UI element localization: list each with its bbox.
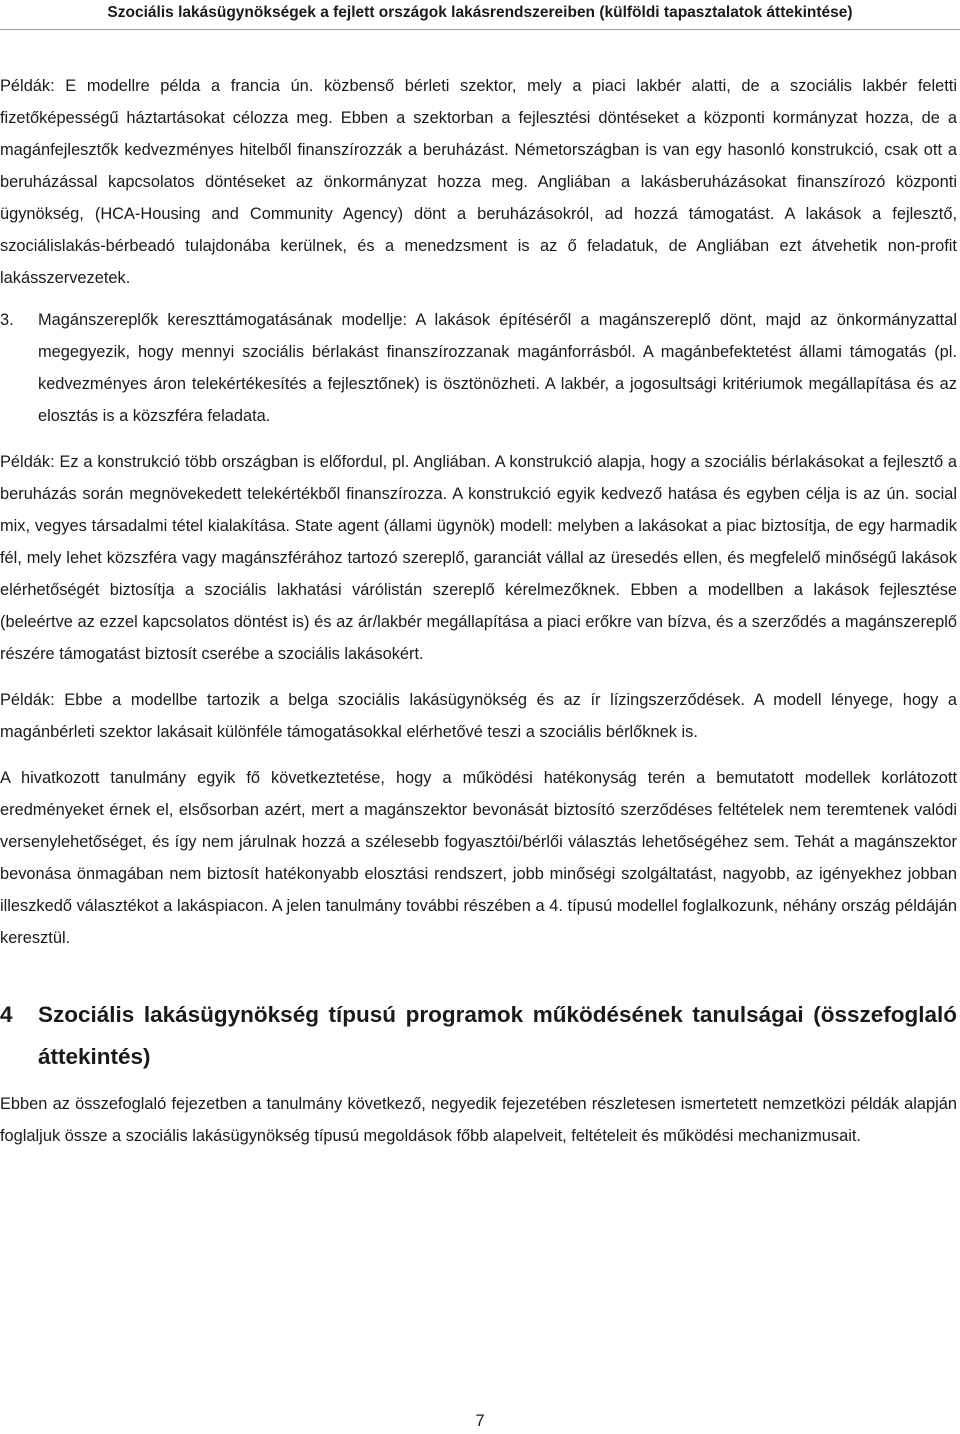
page-number: 7 <box>475 1412 485 1430</box>
list-item-model-3 <box>0 304 957 432</box>
paragraph-section-intro: Ebben az összefoglaló fejezetben a tanulmány következő, negyedik fejezetében részletesen ismertetett nemzetközi példák alapján foglaljuk össze a szociális lakásügynökség típusú megoldások főbb alapelveit, feltételeit és működési mechanizmusait. <box>0 1095 957 1145</box>
section-heading <box>0 994 957 1078</box>
paragraph-examples-model-3: Példák: Ez a konstrukció több országban is előfordul, pl. Angliában. A konstrukció alapja, hogy a szociális bérlakásokat a fejlesztő a beruházás során megnövekedett telekértékből finanszírozza. A konstrukció egyik kedvező hatása és egyben célja is az ún. social mix, vegyes társadalmi tétel kialakítása. State agent (állami ügynök) modell: melyben a lakásokat a piac biztosítja, de egy harmadik fél, mely lehet közszféra vagy magánszférához tartozó szereplő, garanciát vállal az üresedés ellen, és megfelelő minőségű lakások elérhetőségét biztosítja a szociális lakhatási várólistán szereplő kérelmezőknek. Ebben a modellben a lakások fejlesztése (beleértve az ezzel kapcsolatos döntést is) és az ár/lakbér megállapítása a piaci erőkre van bízva, és a szerződés a magánszereplő részére támogatást biztosít cserébe a szociális lakásokért. <box>0 453 957 663</box>
section-number: 4 <box>0 1002 13 1027</box>
paragraph-conclusion: A hivatkozott tanulmány egyik fő következtetése, hogy a működési hatékonyság terén a bemutatott modellek korlátozott eredményeket érnek el, elsősorban azért, mert a magánszektor bevonását biztosító szerződéses feltételek nem teremtenek valódi versenylehetőséget, és így nem járulnak hozzá a szélesebb fogyasztói/bérlői választás lehetőségéhez sem. Tehát a magánszektor bevonása önmagában nem biztosít hatékonyabb elosztási rendszert, jobb minőségi szolgáltatást, nagyobb, az igényekhez jobban illeszkedő választékot a lakáspiacon. A jelen tanulmány további részében a 4. típusú modellel foglalkozunk, néhány ország példáján keresztül. <box>0 769 957 947</box>
paragraph-examples-model-4: Példák: Ebbe a modellbe tartozik a belga szociális lakásügynökség és az ír lízingszerződések. A modell lényege, hogy a magánbérleti szektor lakásait különféle támogatásokkal elérhetővé teszi a szociális bérlőknek is. <box>0 691 957 741</box>
list-item-text: Magánszereplők kereszttámogatásának modellje: A lakások építéséről a magánszereplő dönt, majd az önkormányzattal megegyezik, hogy mennyi szociális bérlakást finanszírozzanak magánforrásból. A magánbefektetést állami támogatás (pl. kedvezményes áron telekértékesítés a fejlesztőnek) is ösztönözheti. A lakbér, a jogosultsági kritériumok megállapítása és az elosztás is a közszféra feladata. <box>38 311 957 425</box>
page-body <box>0 70 957 1152</box>
header-divider <box>0 29 960 30</box>
list-item-number: 3. <box>0 311 14 329</box>
section-title: Szociális lakásügynökség típusú programok működésének tanulságai (összefoglaló áttekintés) <box>38 1002 957 1069</box>
paragraph-examples-model-2: Példák: E modellre példa a francia ún. közbenső bérleti szektor, mely a piaci lakbér alatti, de a szociális lakbér feletti fizetőképességű háztartásokat célozza meg. Ebben a szektorban a fejlesztési döntéseket a központi kormányzat hozza, de a magánfejlesztők kedvezményes hitelből finanszírozzák a beruházást. Németországban is van egy hasonló konstrukció, csak ott a beruházással kapcsolatos döntéseket az önkormányzat hozza meg. Angliában a lakásberuházásokat finanszírozó központi ügynökség, (HCA-Housing and Community Agency) dönt a beruházásokról, ad hozzá támogatást. A lakások a fejlesztő, szociálislakás-bérbeadó tulajdonába kerülnek, és a menedzsment is az ő feladatuk, de Angliában ezt átvehetik non-profit lakásszervezetek. <box>0 77 957 287</box>
running-header: Szociális lakásügynökségek a fejlett országok lakásrendszereiben (külföldi tapasztalatok áttekintése) <box>107 4 853 21</box>
